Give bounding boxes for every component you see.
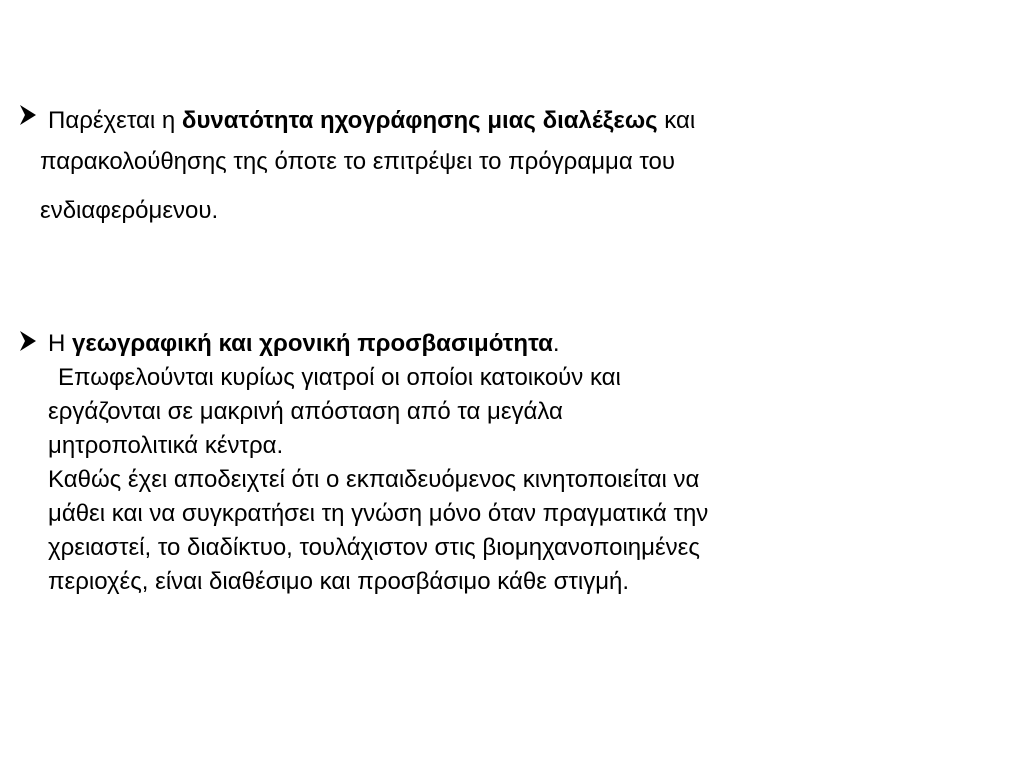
text-after: και (657, 107, 696, 134)
bullet-line: χρειαστεί, το διαδίκτυο, τουλάχιστον στις βιομηχανοποιημένες (48, 534, 700, 561)
arrow-bullet-icon (18, 330, 48, 352)
bullet-line: Επωφελούνται κυρίως γιατροί οι οποίοι κατοικούν και (58, 364, 621, 391)
bullet-line: Καθώς έχει αποδειχτεί ότι ο εκπαιδευόμενος κινητοποιείται να (48, 466, 700, 493)
bullet-line: περιοχές, είναι διαθέσιμο και προσβάσιμο κάθε στιγμή. (48, 568, 630, 595)
bullet-line (48, 327, 708, 361)
bullet-line: εργάζονται σε μακρινή απόσταση από τα μεγάλα (48, 398, 563, 425)
bullet-item-accessibility (18, 330, 708, 599)
text-intro: Η (48, 330, 72, 357)
bullet-line: ενδιαφερόμενου. (40, 197, 219, 224)
text-bold: γεωγραφική και χρονική προσβασιμότητα (72, 330, 553, 357)
bullet-line: μητροπολιτικά κέντρα. (48, 432, 284, 459)
bullet-line: μάθει και να συγκρατήσει τη γνώση μόνο όταν πραγματικά την (48, 500, 709, 527)
bullet-item-recording (18, 104, 695, 235)
text-after: . (552, 330, 560, 357)
bullet-text (48, 327, 708, 599)
text-bold: δυνατότητα ηχογράφησης μιας διαλέξεως (181, 107, 658, 134)
arrow-bullet-icon (18, 104, 48, 126)
text-intro: Παρέχεται η (48, 107, 182, 134)
bullet-line: παρακολούθησης της όποτε το επιτρέψει το πρόγραμμα του (40, 148, 676, 175)
